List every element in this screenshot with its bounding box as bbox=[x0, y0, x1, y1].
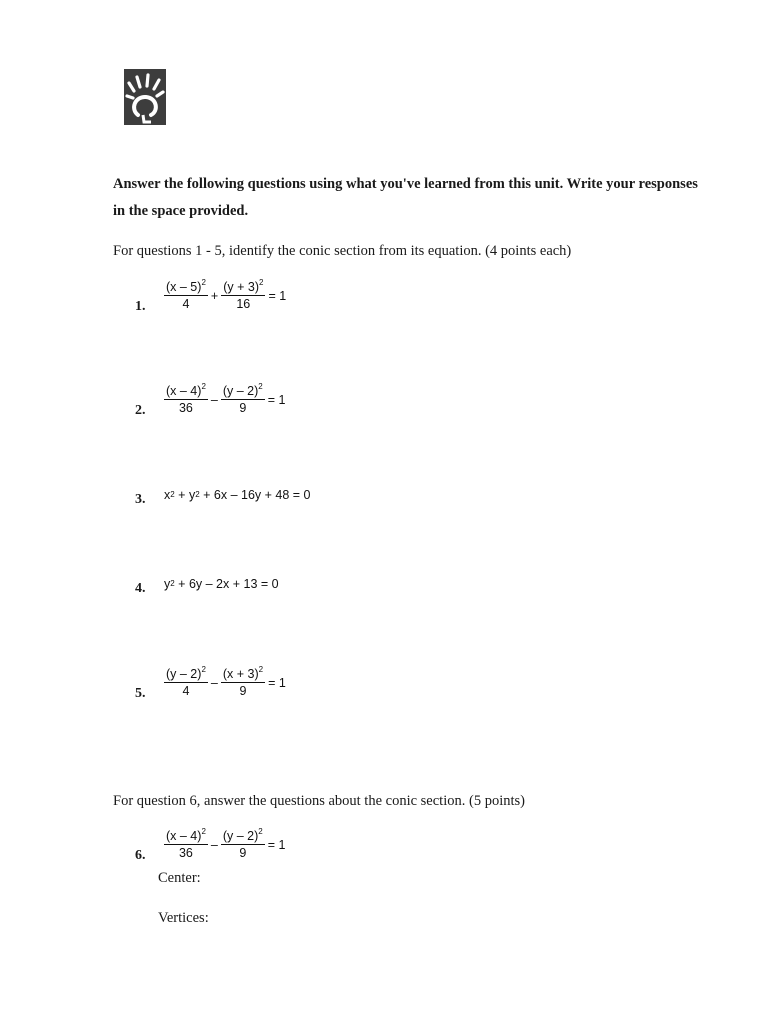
fraction: $\frac{(x - 4)^2}{36}$ bbox=[166, 382, 206, 415]
question-equation: $\frac{(x - 4)^2}{36}$ – $\frac{(y - 2)^2}{9}$ = 1 bbox=[166, 827, 286, 860]
section1-intro: For questions 1 - 5, identify the conic section from its equation. (4 points each) bbox=[113, 243, 572, 259]
vertices-label: Vertices: bbox=[158, 910, 209, 926]
question-number: 2. bbox=[135, 403, 146, 418]
fraction: $\frac{(y + 3)^2}{16}$ bbox=[223, 278, 264, 311]
fraction: $\frac{(y - 2)^2}{9}$ bbox=[222, 382, 263, 415]
question-number: 6. bbox=[135, 848, 146, 863]
fraction: $\frac{(x - 5)^2}{4}$ bbox=[166, 278, 206, 311]
question-equation: $\frac{(y - 2)^2}{4}$ – $\frac{(x + 3)^2}{9}$ = 1 bbox=[166, 665, 286, 698]
question-number: 3. bbox=[135, 492, 146, 507]
question-number: 1. bbox=[135, 299, 146, 314]
question-number: 5. bbox=[135, 686, 146, 701]
question-equation: $\frac{(x - 4)^2}{36}$ – $\frac{(y - 2)^2}{9}$ = 1 bbox=[166, 382, 286, 415]
instructions-text: Answer the following questions using what you've learned from this unit. Write your responses in the space provided. bbox=[113, 176, 698, 219]
fraction: $\frac{(x - 4)^2}{36}$ bbox=[166, 827, 206, 860]
section2-intro: For question 6, answer the questions about the conic section. (5 points) bbox=[113, 793, 525, 809]
sunburst-bulb-icon bbox=[124, 69, 166, 125]
question-equation: y 2 + 6y – 2x + 13 = 0 bbox=[164, 577, 279, 591]
fraction: $\frac{(y - 2)^2}{9}$ bbox=[222, 827, 263, 860]
question-number: 4. bbox=[135, 581, 146, 596]
question-equation: $\frac{(x - 5)^2}{4}$ + $\frac{(y + 3)^2}{16}$ = 1 bbox=[166, 278, 287, 311]
question-equation: x 2 + y 2 + 6x – 16y + 48 = 0 bbox=[164, 488, 311, 502]
center-label: Center: bbox=[158, 870, 201, 886]
fraction: $\frac{(y - 2)^2}{4}$ bbox=[166, 665, 206, 698]
fraction: $\frac{(x + 3)^2}{9}$ bbox=[222, 665, 264, 698]
